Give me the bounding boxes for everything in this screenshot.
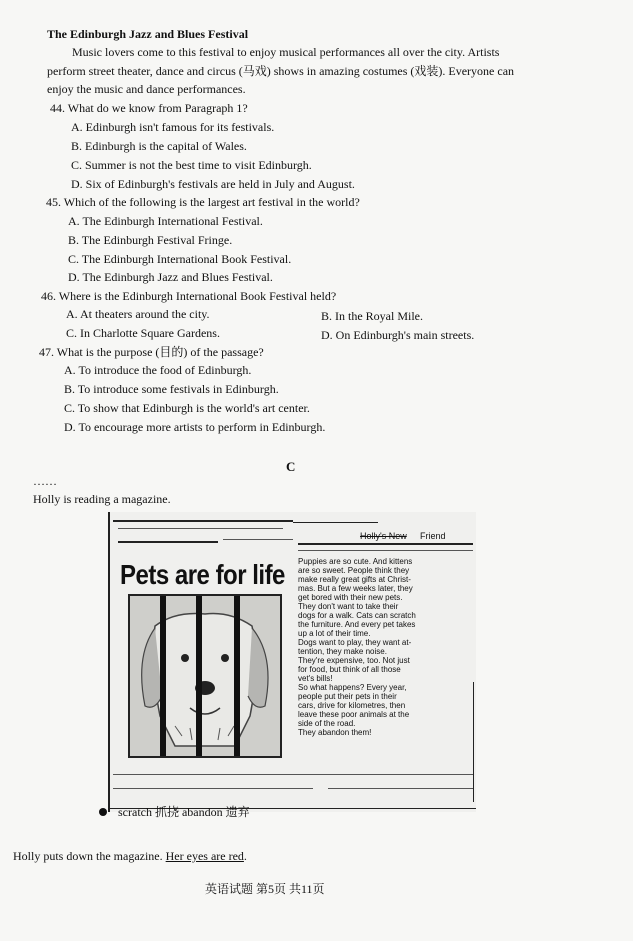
article-line: are so sweet. People think they (298, 566, 410, 575)
article-line: vet's bills! (298, 674, 333, 683)
article-line: Dogs want to play, they want at- (298, 638, 412, 647)
answer-option: B. Edinburgh is the capital of Wales. (71, 139, 247, 153)
magazine-title: Pets are for life (120, 560, 285, 592)
answer-option: A. Edinburgh isn't famous for its festivals. (71, 120, 275, 134)
magazine-rule (298, 550, 473, 551)
caged-dog-illustration (128, 594, 282, 758)
answer-option: D. To encourage more artists to perform in Edinburgh. (64, 420, 326, 434)
paragraph-line: enjoy the music and dance performances. (47, 82, 246, 96)
story-text-end: . (243, 849, 247, 863)
story-underlined: Her eyes are red (165, 849, 244, 863)
answer-option: D. On Edinburgh's main streets. (321, 328, 475, 342)
magazine-rule (293, 522, 378, 523)
answer-option: B. The Edinburgh Festival Fringe. (68, 233, 233, 247)
magazine-header: Friend (420, 531, 446, 541)
article-line: Puppies are so cute. And kittens (298, 557, 413, 566)
question-stem: 47. What is the purpose (目的) of the passage? (39, 345, 264, 359)
section-title: The Edinburgh Jazz and Blues Festival (47, 27, 249, 41)
magazine-rule (223, 539, 293, 540)
paragraph-line: perform street theater, dance and circus (马戏) shows in amazing costumes (戏装). Everyone can (47, 64, 515, 78)
answer-option: A. To introduce the food of Edinburgh. (64, 363, 252, 377)
question-stem: 45. Which of the following is the largest art festival in the world? (46, 195, 360, 209)
answer-option: D. The Edinburgh Jazz and Blues Festival. (68, 270, 273, 284)
answer-option: C. Summer is not the best time to visit Edinburgh. (71, 158, 312, 172)
article-line: So what happens? Every year, (298, 683, 407, 692)
question-stem: 46. Where is the Edinburgh International Book Festival held? (41, 289, 337, 303)
ellipsis: …… (33, 474, 57, 488)
article-line: They're expensive, too. Not just (298, 656, 410, 665)
magazine-rule (113, 520, 293, 522)
magazine-rule (113, 788, 313, 789)
story-line (13, 848, 247, 864)
story-text: Holly puts down the magazine. (13, 849, 166, 863)
story-line: Holly is reading a magazine. (33, 492, 171, 506)
article-line: cars, drive for kilometres, then (298, 701, 406, 710)
answer-option: C. To show that Edinburgh is the world's art center. (64, 401, 310, 415)
bullet-icon (99, 808, 107, 816)
answer-option: C. In Charlotte Square Gardens. (66, 326, 220, 340)
dog-drawing (130, 596, 280, 756)
article-line: leave these poor animals at the (298, 710, 410, 719)
question-stem: 44. What do we know from Paragraph 1? (50, 101, 248, 115)
article-line: dogs for a walk. Cats can scratch (298, 611, 416, 620)
magazine-rule (328, 788, 473, 789)
part-label: C (286, 459, 296, 474)
magazine-border-left (108, 512, 110, 812)
magazine-rule (118, 528, 283, 529)
answer-option: B. In the Royal Mile. (321, 309, 423, 323)
magazine-page (108, 512, 476, 812)
magazine-rule (298, 543, 473, 545)
article-line: people put their pets in their (298, 692, 397, 701)
article-line: get bored with their new pets. (298, 593, 403, 602)
magazine-border-right (473, 682, 474, 802)
answer-option: A. The Edinburgh International Festival. (68, 214, 263, 228)
magazine-rule (113, 774, 473, 775)
answer-option: D. Six of Edinburgh's festivals are held in July and August. (71, 177, 355, 191)
article-line: They don't want to take their (298, 602, 399, 611)
magazine-article (298, 557, 473, 737)
article-line: the furniture. And every pet takes (298, 620, 416, 629)
article-line: They abandon them! (298, 728, 372, 737)
article-line: tention, they make noise. (298, 647, 387, 656)
answer-option: A. At theaters around the city. (66, 307, 210, 321)
vocab-note: scratch 抓挠 abandon 遗弃 (118, 805, 250, 819)
article-line: for food, but think of all those (298, 665, 401, 674)
paragraph-line: Music lovers come to this festival to enjoy musical performances all over the city. Artists (72, 45, 500, 59)
article-line: make really great gifts at Christ- (298, 575, 411, 584)
answer-option: C. The Edinburgh International Book Festival. (68, 252, 292, 266)
page-footer: 英语试题 第5页 共11页 (205, 882, 325, 896)
article-line: mas. But a few weeks later, they (298, 584, 413, 593)
answer-option: B. To introduce some festivals in Edinburgh. (64, 382, 279, 396)
magazine-header-struck: Holly's New (360, 531, 407, 541)
article-line: up a lot of their time. (298, 629, 371, 638)
article-line: side of the road. (298, 719, 356, 728)
magazine-rule (118, 541, 218, 543)
